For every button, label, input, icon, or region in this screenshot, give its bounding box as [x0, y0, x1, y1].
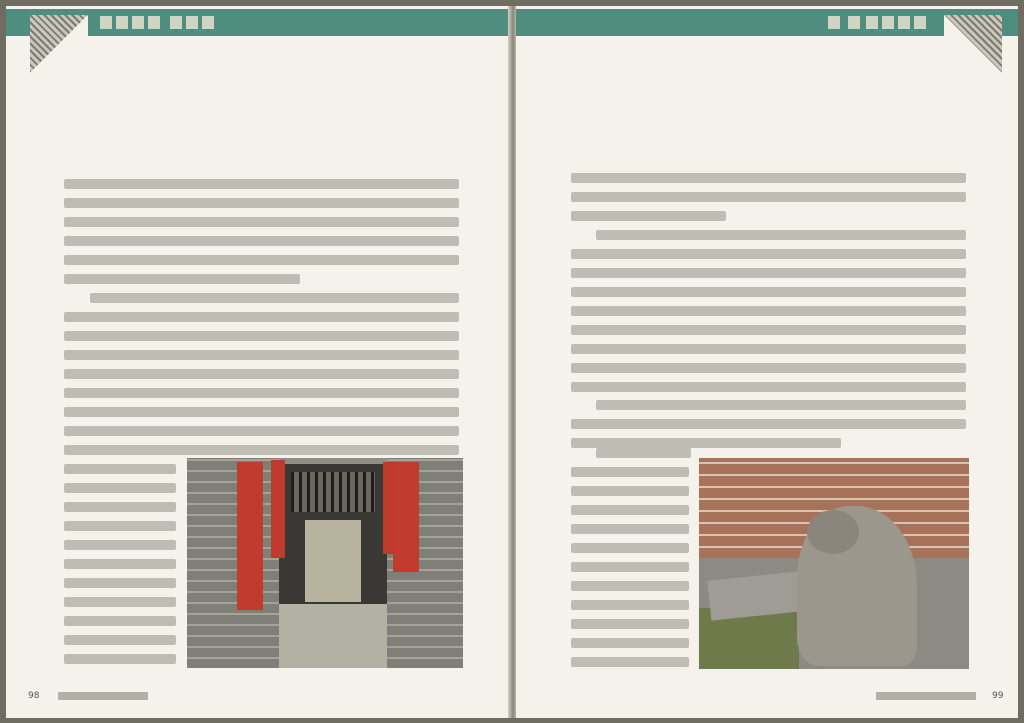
left-page [6, 6, 510, 718]
brick-wall-left [187, 458, 279, 668]
red-couplet-right [393, 462, 419, 572]
red-couplet-left [237, 462, 263, 610]
ornament-corner [944, 15, 1002, 73]
footer-title-bar [876, 688, 986, 704]
ornament-corner [30, 15, 88, 73]
page-number: 98 [28, 691, 40, 701]
right-page [516, 6, 1018, 718]
red-couplet-left-inner [271, 460, 285, 558]
inner-courtyard [305, 520, 361, 602]
section-title-band [516, 9, 1018, 36]
lattice-window [291, 472, 375, 512]
photo-stone-statue [699, 458, 969, 669]
floor [279, 604, 387, 668]
statue-head [807, 510, 859, 554]
footer-title-bar [58, 688, 158, 704]
red-couplet-right-inner [383, 462, 395, 554]
page-number: 99 [992, 691, 1004, 701]
photo-courtyard [187, 458, 463, 668]
